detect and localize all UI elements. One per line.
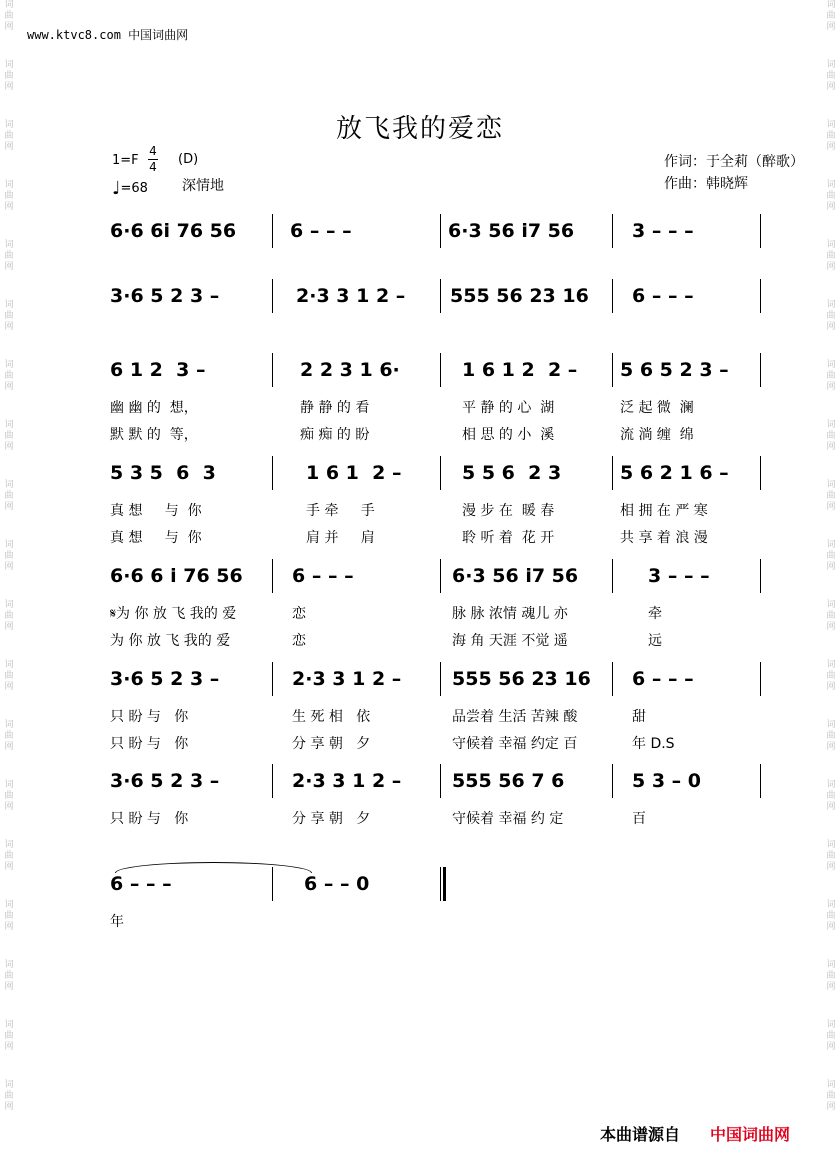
lyric-text: 远 <box>648 633 662 649</box>
bar-line <box>612 764 613 798</box>
lyric-text: 守候着 幸福 约定 百 <box>452 736 578 752</box>
bar-line <box>272 662 273 696</box>
bar-line <box>440 353 441 387</box>
measure-notes: 1 6 1 2 – <box>306 462 402 484</box>
lyric-text: 甜 <box>632 709 646 725</box>
mood-marking: 深情地 <box>182 178 224 194</box>
measure-notes: 2 2 3 1 6· <box>300 359 400 381</box>
lyric-text: 分 享 朝 夕 <box>292 811 371 827</box>
bar-line <box>272 353 273 387</box>
watermark-text: 词 曲 网 <box>4 960 14 992</box>
bar-line <box>612 456 613 490</box>
watermark-text: 词 曲 网 <box>826 780 836 812</box>
watermark-text: 词 曲 网 <box>826 120 836 152</box>
footer-source-label: 本曲谱源自 <box>600 1125 681 1144</box>
final-bar-line-thick <box>443 867 446 901</box>
measure-notes: 555 56 23 16 <box>452 668 591 690</box>
lyric-text: 漫 步 在 暖 春 <box>462 503 555 519</box>
composer: 作曲：韩晓辉 <box>664 176 748 192</box>
lyric-text: 默 默 的 等， <box>110 427 198 443</box>
lyric-text: 共 享 着 浪 漫 <box>620 530 708 546</box>
bar-line <box>272 214 273 248</box>
measure-notes: 6 – – – <box>292 565 354 587</box>
bar-line <box>760 456 761 490</box>
watermark-text: 词 曲 网 <box>826 180 836 212</box>
lyric-text: 分 享 朝 夕 <box>292 736 371 752</box>
lyric-text: 幽 幽 的 想， <box>110 400 198 416</box>
bar-line <box>760 279 761 313</box>
watermark-text: 词 曲 网 <box>4 120 14 152</box>
bar-line <box>440 662 441 696</box>
watermark-text: 词 曲 网 <box>826 960 836 992</box>
site-url: www.ktvc8.com <box>27 28 121 42</box>
watermark-text: 词 曲 网 <box>826 660 836 692</box>
measure-notes: 5 6 2 1 6 – <box>620 462 729 484</box>
tempo-value: =68 <box>120 181 148 196</box>
bar-line <box>272 764 273 798</box>
watermark-text: 词 曲 网 <box>826 1020 836 1052</box>
bar-line <box>760 353 761 387</box>
bar-line <box>440 279 441 313</box>
measure-notes: 5 5 6 2 3 <box>462 462 562 484</box>
lyric-text: 平 静 的 心 湖 <box>462 400 555 416</box>
key-signature: 1=F <box>112 153 139 168</box>
lyric-text: 静 静 的 看 <box>300 400 370 416</box>
measure-notes: 3·6 5 2 3 – <box>110 770 220 792</box>
measure-notes: 6 1 2 3 – <box>110 359 206 381</box>
watermark-text: 词 曲 网 <box>4 180 14 212</box>
bar-line <box>612 353 613 387</box>
lyric-text: 只 盼 与 你 <box>110 736 189 752</box>
lyric-text: 只 盼 与 你 <box>110 811 189 827</box>
tie-arc <box>115 862 312 873</box>
watermark-text: 词 曲 网 <box>4 660 14 692</box>
bar-line <box>760 662 761 696</box>
lyric-text: 生 死 相 依 <box>292 709 371 725</box>
watermark-text: 词 曲 网 <box>4 420 14 452</box>
lyric-text: 𝄋为 你 放 飞 我的 爱 <box>110 606 237 622</box>
measure-notes: 6 – – – <box>290 220 352 242</box>
watermark-text: 词 曲 网 <box>4 720 14 752</box>
lyric-text: 相 思 的 小 溪 <box>462 427 555 443</box>
bar-line <box>440 214 441 248</box>
watermark-text: 词 曲 网 <box>4 1080 14 1112</box>
lyric-text: 只 盼 与 你 <box>110 709 189 725</box>
lyric-text: 流 淌 缠 绵 <box>620 427 694 443</box>
key-name: (D) <box>178 152 199 167</box>
lyric-text: 年 <box>110 914 124 930</box>
watermark-text: 词 曲 网 <box>826 720 836 752</box>
lyric-text: 恋 <box>292 606 306 622</box>
lyric-text: 真 想 与 你 <box>110 503 202 519</box>
watermark-text: 词 曲 网 <box>826 840 836 872</box>
watermark-text: 词 曲 网 <box>4 0 14 32</box>
quarter-note-icon: ♩ <box>112 178 121 199</box>
lyric-text: 肩 并 肩 <box>306 530 375 546</box>
watermark-text: 词 曲 网 <box>826 300 836 332</box>
watermark-text: 词 曲 网 <box>4 1020 14 1052</box>
lyric-text: 脉 脉 浓情 魂儿 亦 <box>452 606 568 622</box>
lyric-text: 品尝着 生活 苦辣 酸 <box>452 709 578 725</box>
measure-notes: 555 56 7 6 <box>452 770 565 792</box>
site-name: 中国词曲网 <box>128 28 189 42</box>
watermark-text: 词 曲 网 <box>4 600 14 632</box>
bar-line <box>760 214 761 248</box>
watermark-text: 词 曲 网 <box>4 540 14 572</box>
measure-notes: 6 – – 0 <box>304 873 370 895</box>
measure-notes: 5 3 5 6 3 <box>110 462 216 484</box>
watermark-text: 词 曲 网 <box>826 60 836 92</box>
lyric-text: 海 角 天涯 不觉 遥 <box>452 633 568 649</box>
measure-notes: 555 56 23 16 <box>450 285 589 307</box>
bar-line <box>272 456 273 490</box>
lyric-text: 牵 <box>648 606 662 622</box>
measure-notes: 3·6 5 2 3 – <box>110 668 220 690</box>
lyric-text: 真 想 与 你 <box>110 530 202 546</box>
measure-notes: 5 6 5 2 3 – <box>620 359 729 381</box>
lyric-text: 泛 起 微 澜 <box>620 400 694 416</box>
final-bar-line <box>440 867 441 901</box>
watermark-text: 词 曲 网 <box>4 360 14 392</box>
song-title: 放飞我的爱恋 <box>335 114 504 144</box>
lyric-text: 聆 听 着 花 开 <box>462 530 555 546</box>
bar-line <box>760 559 761 593</box>
lyric-text: 守候着 幸福 约 定 <box>452 811 564 827</box>
watermark-text: 词 曲 网 <box>826 240 836 272</box>
measure-notes: 5 3 – 0 <box>632 770 702 792</box>
time-bottom: 4 <box>149 160 157 174</box>
watermark-text: 词 曲 网 <box>4 300 14 332</box>
measure-notes: 1 6 1 2 2 – <box>462 359 578 381</box>
watermark-text: 词 曲 网 <box>826 600 836 632</box>
measure-notes: 2·3 3 1 2 – <box>292 668 402 690</box>
watermark-text: 词 曲 网 <box>4 780 14 812</box>
measure-notes: 6 – – – <box>632 285 694 307</box>
measure-notes: 3 – – – <box>632 220 694 242</box>
bar-line <box>272 559 273 593</box>
lyricist: 作词：于全莉（醉歌） <box>664 154 804 170</box>
lyric-text: 百 <box>632 811 646 827</box>
measure-notes: 3·6 5 2 3 – <box>110 285 220 307</box>
watermark-text: 词 曲 网 <box>826 1080 836 1112</box>
lyric-text: 痴 痴 的 盼 <box>300 427 370 443</box>
watermark-text: 词 曲 网 <box>826 0 836 32</box>
bar-line <box>440 559 441 593</box>
measure-notes: 2·3 3 1 2 – <box>292 770 402 792</box>
lyric-text: 恋 <box>292 633 306 649</box>
lyric-text: 相 拥 在 严 寒 <box>620 503 708 519</box>
time-top: 4 <box>149 144 157 158</box>
measure-notes: 6 – – – <box>632 668 694 690</box>
bar-line <box>612 662 613 696</box>
measure-notes: 6·3 56 i7 56 <box>452 565 579 587</box>
watermark-text: 词 曲 网 <box>826 420 836 452</box>
measure-notes: 6 – – – <box>110 873 172 895</box>
watermark-text: 词 曲 网 <box>826 900 836 932</box>
lyric-text: 年 D.S <box>632 736 675 752</box>
watermark-text: 词 曲 网 <box>4 900 14 932</box>
bar-line <box>272 279 273 313</box>
watermark-text: 词 曲 网 <box>826 540 836 572</box>
measure-notes: 2·3 3 1 2 – <box>296 285 406 307</box>
measure-notes: 6·3 56 i7 56 <box>448 220 575 242</box>
bar-line <box>612 214 613 248</box>
bar-line <box>440 764 441 798</box>
bar-line <box>612 279 613 313</box>
bar-line <box>612 559 613 593</box>
bar-line <box>440 456 441 490</box>
measure-notes: 6·6 6i 76 56 <box>110 220 237 242</box>
watermark-text: 词 曲 网 <box>4 480 14 512</box>
watermark-text: 词 曲 网 <box>4 240 14 272</box>
watermark-text: 词 曲 网 <box>826 480 836 512</box>
lyric-text: 手 牵 手 <box>306 503 375 519</box>
measure-notes: 3 – – – <box>648 565 710 587</box>
bar-line <box>760 764 761 798</box>
lyric-text: 为 你 放 飞 我的 爱 <box>110 633 231 649</box>
watermark-text: 词 曲 网 <box>826 360 836 392</box>
watermark-text: 词 曲 网 <box>4 840 14 872</box>
footer-source-site: 中国词曲网 <box>710 1125 791 1144</box>
watermark-text: 词 曲 网 <box>4 60 14 92</box>
measure-notes: 6·6 6 i 76 56 <box>110 565 243 587</box>
